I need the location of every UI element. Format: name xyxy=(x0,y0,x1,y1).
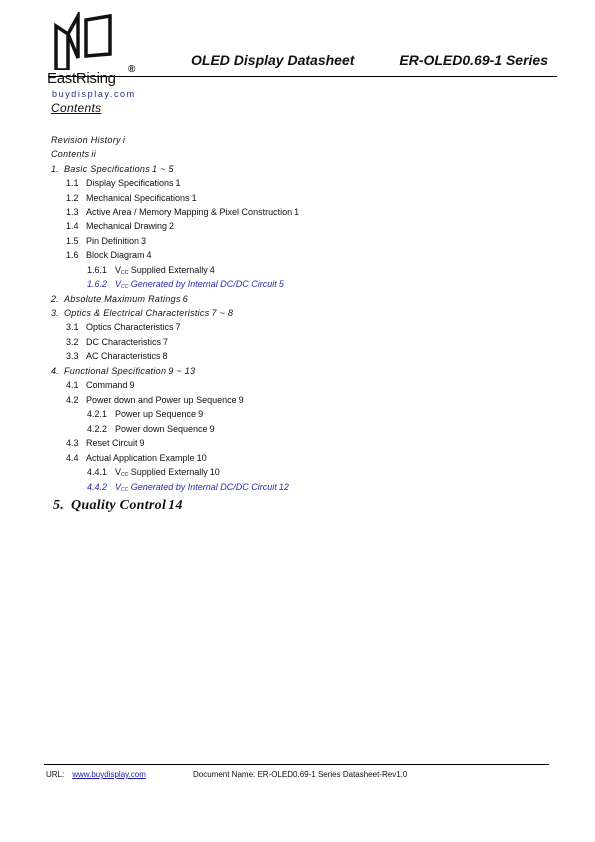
toc-entry-page: 9 xyxy=(209,424,215,434)
toc-entry-label: Actual Application Example xyxy=(86,453,195,463)
toc-entry-page: 7 xyxy=(175,322,181,332)
toc-entry-number: 4.4 xyxy=(66,453,79,463)
toc-entry-page: 12 xyxy=(278,482,289,492)
toc-entry-page: 8 xyxy=(162,351,168,361)
toc-entry-number: 4.2.2 xyxy=(87,424,108,434)
footer-url-label: URL: xyxy=(46,770,65,779)
toc-entry-page: 5 xyxy=(278,279,284,289)
document-title: OLED Display Datasheet xyxy=(191,52,355,68)
toc-entry-label: $V_{CC}$ Generated by Internal DC/DC Circuit xyxy=(115,482,277,493)
toc-entry-number: 3.2 xyxy=(66,337,79,347)
toc-entry-number: 1. xyxy=(51,164,60,174)
toc-entry-page: 10 xyxy=(196,453,207,463)
toc-entry-number: 1.2 xyxy=(66,193,79,203)
toc-entry-page: 9 ~ 13 xyxy=(168,366,196,376)
company-logo xyxy=(44,12,144,99)
toc-entry-page: 6 xyxy=(182,294,189,304)
toc-entry-number: 4.1 xyxy=(66,380,79,390)
toc-entry-label: Command xyxy=(86,380,128,390)
toc-entry-number: 3.1 xyxy=(66,322,79,332)
toc-entry-page: 1 xyxy=(175,178,181,188)
toc-entry-label: Absolute Maximum Ratings xyxy=(64,294,181,304)
toc-entry-page: 10 xyxy=(209,467,220,477)
toc-entry-label: Basic Specifications xyxy=(64,164,151,174)
contents-heading: Contents xyxy=(51,101,102,115)
toc-entry-number: 1.3 xyxy=(66,207,79,217)
toc-entry-number: 1.6.1 xyxy=(87,265,108,275)
toc-entry-label: DC Characteristics xyxy=(86,337,162,347)
toc-entry-number: 1.4 xyxy=(66,221,79,231)
toc-entry-number: 5. xyxy=(53,498,65,513)
toc-entry-label: $V_{CC}$ Generated by Internal DC/DC Circuit xyxy=(115,279,277,290)
toc-entry-page: 9 xyxy=(129,380,135,390)
toc-entry-page: 3 xyxy=(141,236,147,246)
document-series: ER-OLED0.69-1 Series xyxy=(399,52,548,68)
toc-entry-label: Optics Characteristics xyxy=(86,322,174,332)
toc-entry-page: 4 xyxy=(146,250,152,260)
toc-entry-number: 4.4.2 xyxy=(87,482,108,492)
registered-mark: ® xyxy=(128,64,136,75)
toc-entry-label: Power down and Power up Sequence xyxy=(86,395,237,405)
toc-entry-label: Power down Sequence xyxy=(115,424,208,434)
toc-entry-page: 4 xyxy=(209,265,215,275)
toc-entry-label: Display Specifications xyxy=(86,178,174,188)
toc-entry-label: Reset Circuit xyxy=(86,438,138,448)
eastrising-logo-mark-icon xyxy=(52,12,112,70)
toc-entry-page: 7 ~ 8 xyxy=(211,308,234,318)
footer-url-link[interactable]: www.buydisplay.com xyxy=(72,770,146,779)
toc-entry-number: 1.1 xyxy=(66,178,79,188)
footer-divider xyxy=(44,764,549,765)
page-footer xyxy=(46,770,408,779)
toc-entry-page: 9 xyxy=(139,438,145,448)
toc-entry-number: 1.6.2 xyxy=(87,279,108,289)
brand-name: EastRising xyxy=(47,70,116,87)
toc-entry-label: Contents xyxy=(51,149,90,159)
toc-entry-label: Mechanical Drawing xyxy=(86,221,168,231)
toc-entry-number: 4. xyxy=(51,366,60,376)
toc-entry-label: Functional Specification xyxy=(64,366,167,376)
toc-entry-page: ii xyxy=(91,149,97,159)
toc-entry-number: 3.3 xyxy=(66,351,79,361)
toc-entry-number: 1.6 xyxy=(66,250,79,260)
toc-entry-number: 1.5 xyxy=(66,236,79,246)
toc-entry-page: i xyxy=(122,135,126,145)
toc-entry-label: $V_{CC}$ Supplied Externally xyxy=(115,467,208,478)
toc-entry-label: Active Area / Memory Mapping & Pixel Construction xyxy=(86,207,293,217)
header-divider xyxy=(48,76,557,77)
footer-document-name: Document Name: ER-OLED0.69-1 Series Datasheet-Rev1.0 xyxy=(193,770,408,779)
toc-entry-label: AC Characteristics xyxy=(86,351,161,361)
toc-entry-page: 1 xyxy=(294,207,300,217)
toc-entry-page: 2 xyxy=(169,221,175,231)
toc-entry-number: 4.2.1 xyxy=(87,409,108,419)
toc-entry-label: Power up Sequence xyxy=(115,409,197,419)
toc-entry-label: Revision History xyxy=(51,135,121,145)
toc-entry-label: Mechanical Specifications xyxy=(86,193,190,203)
toc-entry-label: Pin Definition xyxy=(86,236,140,246)
toc-entry-number: 2. xyxy=(51,294,60,304)
toc-entry-label: Quality Control xyxy=(71,498,167,513)
toc-entry-number: 4.3 xyxy=(66,438,79,448)
toc-entry-number: 4.2 xyxy=(66,395,79,405)
toc-entry-page: 9 xyxy=(238,395,244,405)
toc-entry-page: 9 xyxy=(198,409,204,419)
toc-entry-number: 3. xyxy=(51,308,60,318)
toc-entry-page: 7 xyxy=(163,337,169,347)
toc-entry-label: Block Diagram xyxy=(86,250,145,260)
toc-entry-label: Optics & Electrical Characteristics xyxy=(64,308,210,318)
brand-site: buydisplay.com xyxy=(52,89,136,99)
toc-entry-page: 14 xyxy=(168,498,183,513)
toc-entry-page: 1 ~ 5 xyxy=(152,164,174,174)
toc-entry-label: $V_{CC}$ Supplied Externally xyxy=(115,265,208,276)
toc-entry-page: 1 xyxy=(191,193,197,203)
toc-entry-number: 4.4.1 xyxy=(87,467,108,477)
